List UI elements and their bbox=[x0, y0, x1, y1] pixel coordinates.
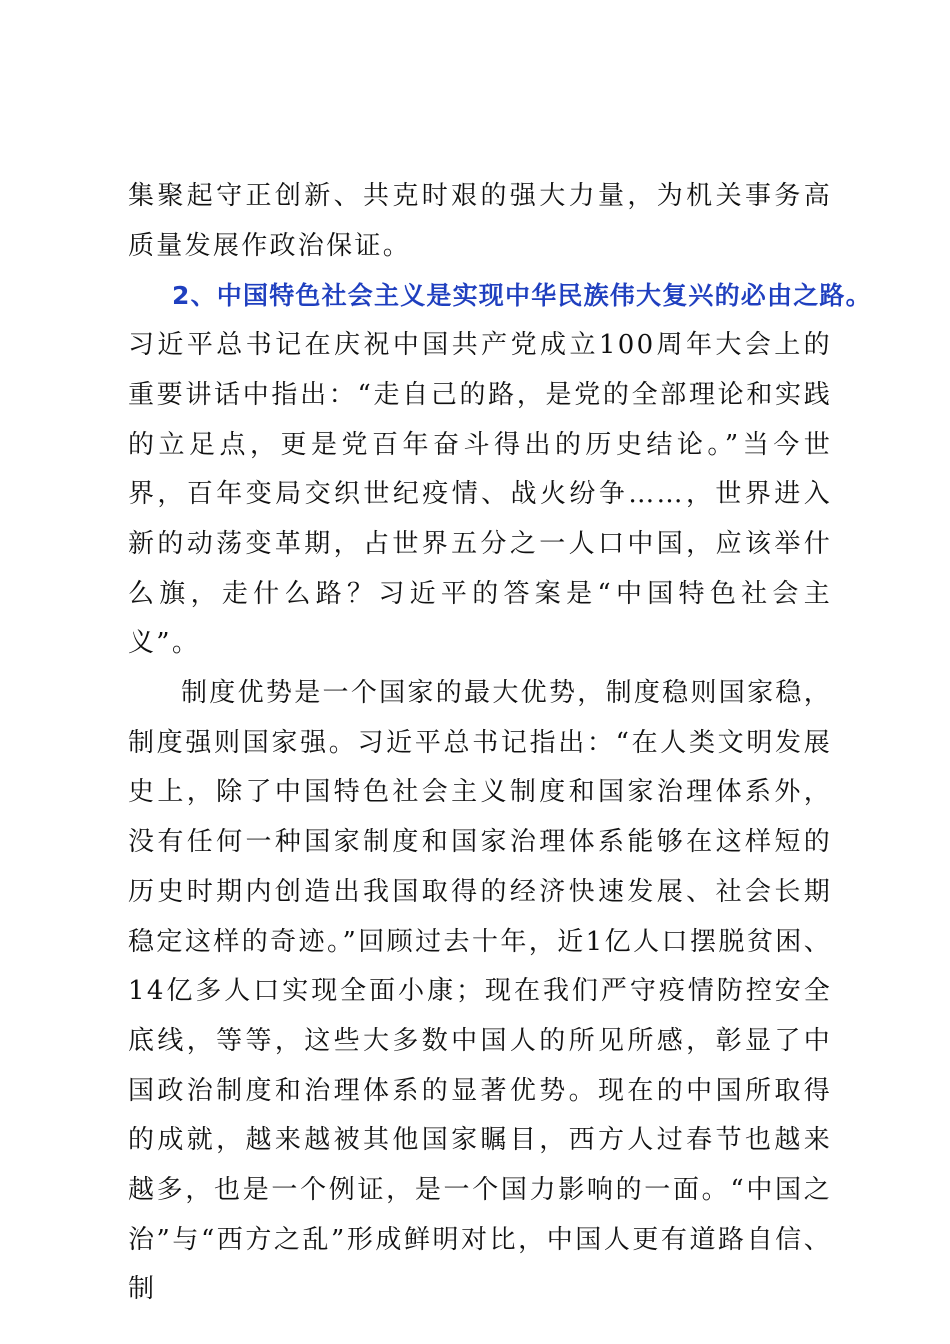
section-heading: 2、中国特色社会主义是实现中华民族伟大复兴的必由之路。 bbox=[172, 281, 872, 311]
document-body bbox=[128, 172, 872, 1315]
paragraph-continuation: 集聚起守正创新、共克时艰的强大力量，为机关事务高质量发展作政治保证。 bbox=[128, 181, 832, 261]
paragraph-speech-quote: 习近平总书记在庆祝中国共产党成立100周年大会上的重要讲话中指出：“走自己的路，是党的全部理论和实践的立足点，更是党百年奋斗得出的历史结论。”当今世界，百年变局交织世纪疫情、战火纷争……，世界进入新的动荡变革期，占世界五分之一人口中国，应该举什么旗，走什么路？习近平的答案是“中国特色社会主义”。 bbox=[128, 330, 832, 659]
paragraph-institutional-advantage: 制度优势是一个国家的最大优势，制度稳则国家稳，制度强则国家强。习近平总书记指出：“在人类文明发展史上，除了中国特色社会主义制度和国家治理体系外，没有任何一种国家制度和国家治理体系能够在这样短的历史时期内创造出我国取得的经济快速发展、社会长期稳定这样的奇迹。”回顾过去十年，近1亿人口摆脱贫困、14亿多人口实现全面小康；现在我们严守疫情防控安全底线，等等，这些大多数中国人的所见所感，彰显了中国政治制度和治理体系的显著优势。现在的中国所取得的成就，越来越被其他国家瞩目，西方人过春节也越来越多，也是一个例证，是一个国力影响的一面。“中国之治”与“西方之乱”形成鲜明对比，中国人更有道路自信、制 bbox=[128, 678, 832, 1305]
